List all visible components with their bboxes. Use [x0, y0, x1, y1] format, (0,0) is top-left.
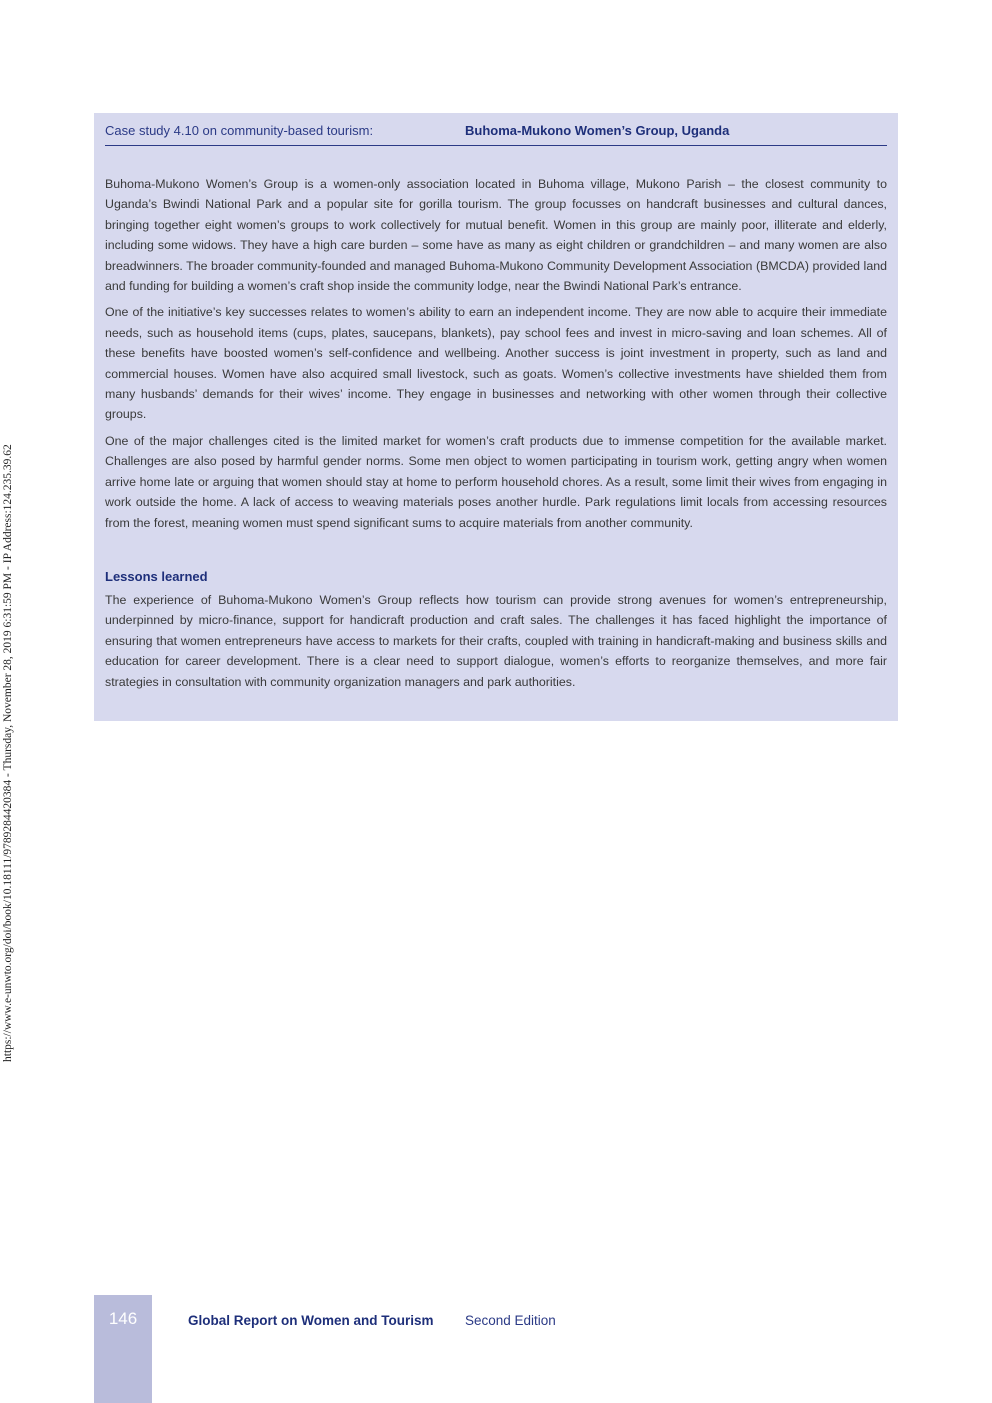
page-number: 146 [108, 1309, 138, 1328]
download-watermark: https://www.e-unwto.org/doi/book/10.18111/9789284420384 - Thursday, November 28, 2019 6:31:59 PM - IP Address:124.235.39.62 [2, 444, 14, 1062]
case-study-box [94, 113, 898, 721]
page-number-tab [94, 1295, 152, 1403]
paragraph-intro: Buhoma-Mukono Women’s Group is a women-only association located in Buhoma village, Mukono Parish – the closest community to Uganda’s Bwindi National Park and a popular site for gorilla tourism. The group focusses on handcraft businesses and cultural dances, bringing together eight women’s groups to work collectively for mutual benefit. Women in this group are mainly poor, illiterate and elderly, including some widows. They have a high care burden – some have as many as eight children or grandchildren – and many women are also breadwinners. The broader community-founded and managed Buhoma-Mukono Community Development Association (BMCDA) provided land and funding for building a women’s craft shop inside the community lodge, near the Bwindi National Park’s entrance. [105, 177, 887, 294]
footer-report-title: Global Report on Women and Tourism [188, 1313, 434, 1328]
case-study-body [105, 174, 887, 692]
paragraph-successes: One of the initiative’s key successes relates to women’s ability to earn an independent income. They are now able to acquire their immediate needs, such as household items (cups, plates, saucepans, blankets), pay school fees and invest in micro-saving and loan schemes. All of these benefits have boosted women’s self-confidence and wellbeing. Another success is joint investment in property, such as land and commercial houses. Women have also acquired small livestock, such as goats. Women’s collective investments have shielded them from many husbands’ demands for their wives’ income. They engage in businesses and networking with other women through their collective groups. [105, 305, 887, 422]
lessons-heading: Lessons learned [105, 568, 208, 584]
paragraph-challenges: One of the major challenges cited is the limited market for women’s craft products due to immense competition for the available market. Challenges are also posed by harmful gender norms. Some men object to women participating in tourism work, getting angry when women arrive home late or arguing that women should stay at home to perform household chores. As a result, some limit their wives from engaging in work outside the home. A lack of access to weaving materials poses another hurdle. Park regulations limit locals from accessing resources from the forest, meaning women must spend significant sums to acquire materials from another community. [105, 433, 887, 530]
case-study-label: Case study 4.10 on community-based tourism: [105, 123, 374, 138]
paragraph-lessons: The experience of Buhoma-Mukono Women’s Group reflects how tourism can provide strong avenues for women’s entrepreneurship, underpinned by micro-finance, support for handicraft production and craft sales. The challenges it has faced highlight the importance of ensuring that women entrepreneurs have access to markets for their crafts, coupled with training in handicraft-making and business skills and education for career development. There is a clear need to support dialogue, women’s efforts to reorganize themselves, and more fair strategies in consultation with community organization managers and park authorities. [105, 592, 887, 689]
case-study-header [105, 123, 887, 146]
footer-edition: Second Edition [465, 1313, 556, 1328]
case-study-title: Buhoma-Mukono Women’s Group, Uganda [465, 123, 730, 138]
